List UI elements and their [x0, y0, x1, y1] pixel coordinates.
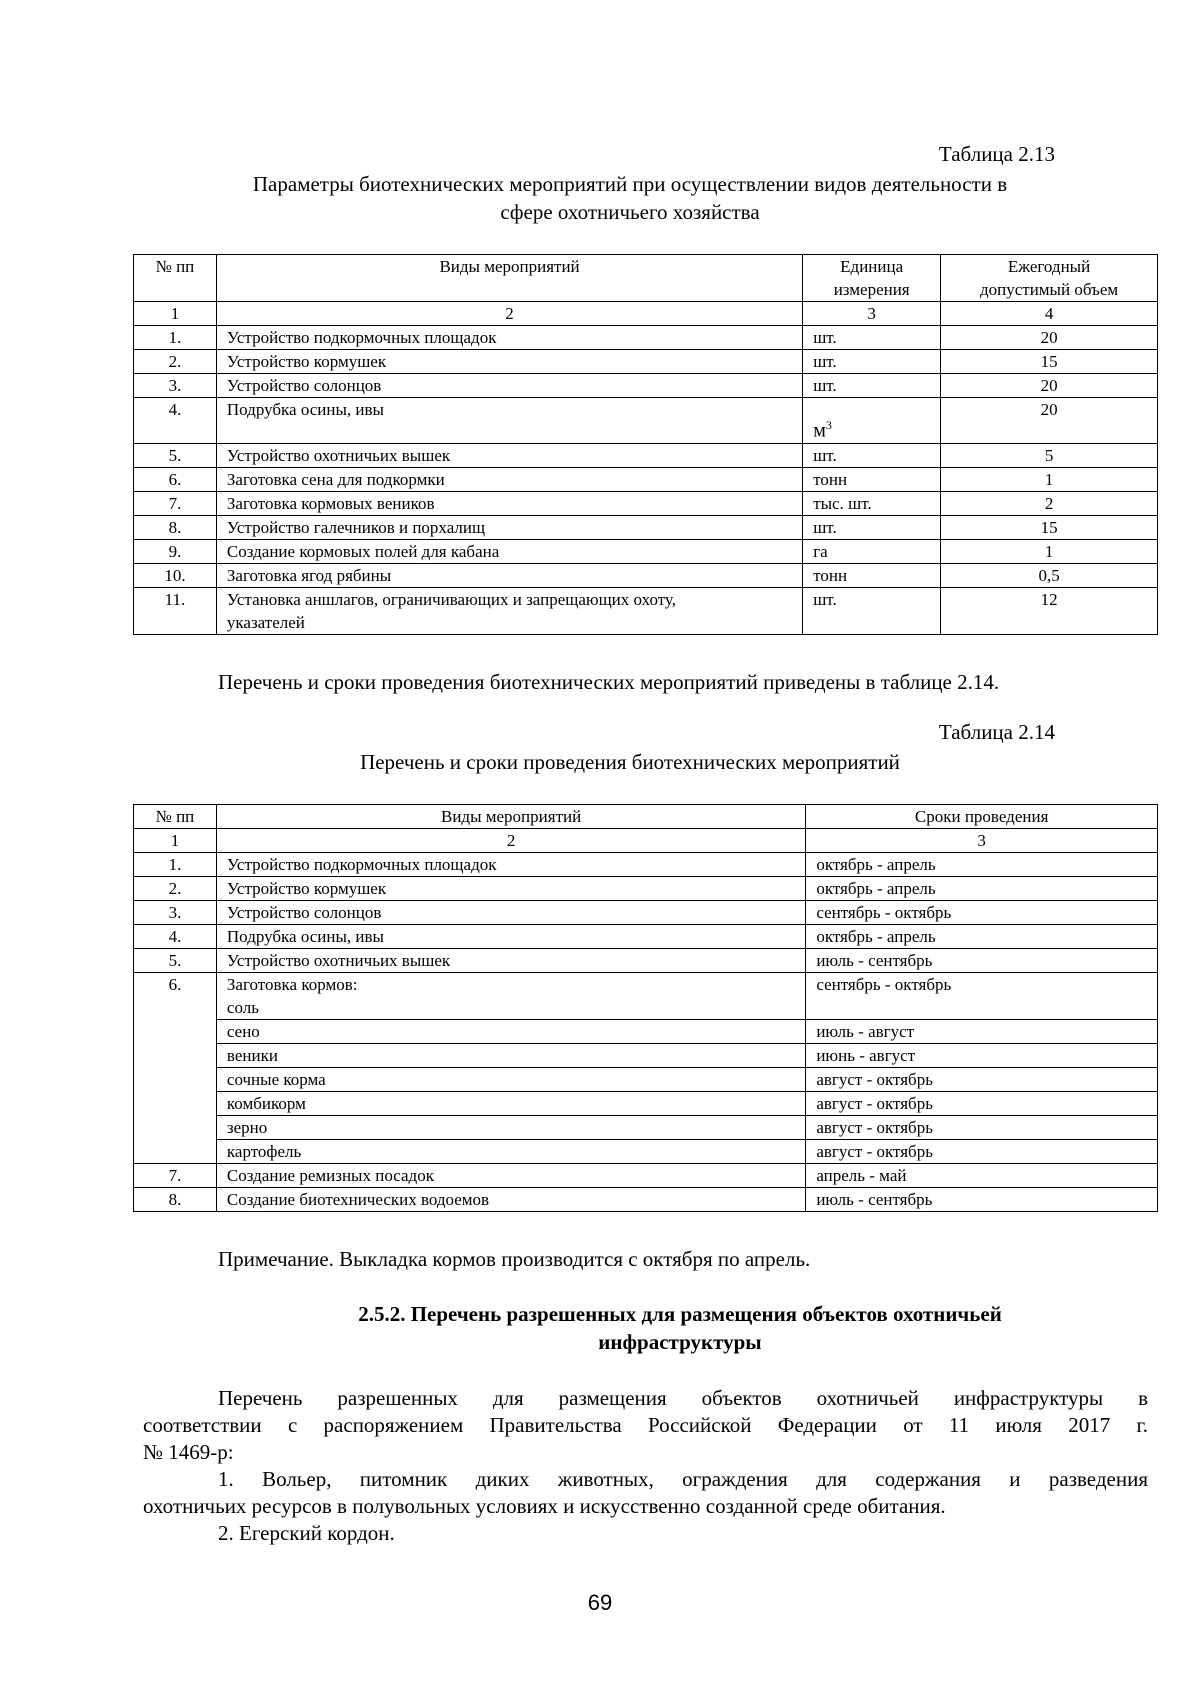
table-row [134, 374, 1158, 398]
row-activity: Устройство галечников и порхалищ [216, 516, 802, 540]
row-num: 5. [134, 949, 217, 973]
row-volume: 0,5 [941, 564, 1158, 588]
table-row [134, 877, 1158, 901]
table-row [134, 1140, 1158, 1164]
row-activity: Устройство кормушек [216, 350, 802, 374]
table-2-13-title [130, 170, 1130, 226]
table-2-14-title: Перечень и сроки проведения биотехнических мероприятий [360, 750, 900, 774]
page-number: 69 [587, 1590, 613, 1615]
index-cell: 3 [806, 829, 1158, 853]
feed-item: сено [216, 1020, 805, 1044]
row-num: 1. [134, 853, 217, 877]
table-row [134, 1116, 1158, 1140]
row-activity: Подрубка осины, ивы [216, 398, 802, 444]
row-activity: Создание биотехнических водоемов [216, 1188, 805, 1212]
row-num: 2. [134, 350, 217, 374]
row-num: 10. [134, 564, 217, 588]
row-volume: 20 [941, 326, 1158, 350]
feed-item: соль [216, 996, 805, 1020]
header-period: Сроки проведения [806, 805, 1158, 829]
table-row [134, 564, 1158, 588]
index-cell: 2 [216, 829, 805, 853]
intro-line: соответствии с распоряжением Правительства Российской Федерации от 11 июля 2017 г. [143, 1413, 1148, 1437]
feed-period: июнь - август [806, 1044, 1158, 1068]
row-period: октябрь - апрель [806, 877, 1158, 901]
row-activity: Устройство охотничьих вышек [216, 444, 802, 468]
index-row [134, 302, 1158, 326]
feed-period: август - октябрь [806, 1092, 1158, 1116]
table-2-14-caption: Таблица 2.14 [938, 720, 1055, 744]
feed-item: зерно [216, 1116, 805, 1140]
row-unit: тонн [803, 468, 941, 492]
row-activity: Заготовка сена для подкормки [216, 468, 802, 492]
header-volume-line: допустимый объем [979, 280, 1119, 299]
table-2-13-caption: Таблица 2.13 [938, 142, 1055, 166]
table-row [134, 516, 1158, 540]
table-row [134, 1092, 1158, 1116]
table-row [134, 1020, 1158, 1044]
row-num: 11. [134, 588, 217, 635]
row-period: июль - сентябрь [806, 949, 1158, 973]
item-line: 2. Егерский кордон. [218, 1521, 395, 1545]
row-activity: Подрубка осины, ивы [216, 925, 805, 949]
section-heading-line: 2.5.2. Перечень разрешенных для размещения объектов охотничьей [358, 1302, 1002, 1326]
row-activity: Создание ремизных посадок [216, 1164, 805, 1188]
row-volume: 2 [941, 492, 1158, 516]
row-volume: 15 [941, 350, 1158, 374]
row-period: октябрь - апрель [806, 853, 1158, 877]
table-row [134, 853, 1158, 877]
row-activity [216, 588, 802, 635]
table-row [134, 350, 1158, 374]
table-header-row [134, 805, 1158, 829]
text-between-tables: Перечень и сроки проведения биотехнических мероприятий приведены в таблице 2.14. [218, 670, 1000, 694]
row-period: сентябрь - октябрь [806, 901, 1158, 925]
feed-period-empty [806, 996, 1158, 1020]
table-row [134, 492, 1158, 516]
row-period: сентябрь - октябрь [806, 973, 1158, 997]
header-num: № пп [134, 805, 217, 829]
row-num: 8. [134, 1188, 217, 1212]
row-num: 1. [134, 326, 217, 350]
table-row [134, 326, 1158, 350]
row-volume: 1 [941, 468, 1158, 492]
table-row [134, 973, 1158, 997]
row-volume: 20 [941, 374, 1158, 398]
row-num: 4. [134, 398, 217, 444]
row-num: 6. [134, 973, 217, 1164]
table-2-13 [133, 254, 1158, 635]
index-cell: 1 [134, 829, 217, 853]
section-body [143, 1385, 1148, 1547]
row-volume: 20 [941, 398, 1158, 444]
table-2-14 [133, 804, 1158, 1212]
header-unit-line: измерения [833, 280, 910, 299]
header-num: № пп [134, 255, 217, 302]
feed-period: июль - август [806, 1020, 1158, 1044]
section-heading-line: инфраструктуры [598, 1330, 762, 1354]
feed-period: август - октябрь [806, 1116, 1158, 1140]
table-2-13-title-line: Параметры биотехнических мероприятий при осуществлении видов деятельности в [252, 172, 1008, 196]
row-activity-line: указателей [226, 613, 305, 632]
row-activity-line: Установка аншлагов, ограничивающих и запрещающих охоту, [226, 590, 676, 609]
row-unit: шт. [803, 326, 941, 350]
row-volume: 15 [941, 516, 1158, 540]
header-unit [803, 255, 941, 302]
row-volume: 1 [941, 540, 1158, 564]
row-num: 6. [134, 468, 217, 492]
row-activity: Устройство подкормочных площадок [216, 853, 805, 877]
table-row [134, 468, 1158, 492]
row-unit: шт. [803, 374, 941, 398]
header-volume [941, 255, 1158, 302]
table-row [134, 925, 1158, 949]
table-row [134, 1068, 1158, 1092]
row-num: 7. [134, 492, 217, 516]
row-activity: Устройство солонцов [216, 901, 805, 925]
row-unit: шт. [803, 350, 941, 374]
feed-item: сочные корма [216, 1068, 805, 1092]
row-unit: шт. [803, 516, 941, 540]
row-period: июль - сентябрь [806, 1188, 1158, 1212]
table-header-row [134, 255, 1158, 302]
header-unit-line: Единица [840, 257, 904, 276]
row-period: апрель - май [806, 1164, 1158, 1188]
unit-text: м [813, 420, 826, 442]
row-unit: га [803, 540, 941, 564]
intro-line: Перечень разрешенных для размещения объектов охотничьей инфраструктуры в [218, 1386, 1148, 1410]
header-volume-line: Ежегодный [1007, 257, 1091, 276]
row-num: 3. [134, 374, 217, 398]
table-row [134, 540, 1158, 564]
row-activity: Устройство охотничьих вышек [216, 949, 805, 973]
note: Примечание. Выкладка кормов производится с октября по апрель. [218, 1247, 811, 1271]
item-line: 1. Вольер, питомник диких животных, ограждения для содержания и разведения [218, 1467, 1148, 1491]
feed-period: август - октябрь [806, 1140, 1158, 1164]
row-unit: шт. [803, 444, 941, 468]
row-period: октябрь - апрель [806, 925, 1158, 949]
row-num: 5. [134, 444, 217, 468]
row-num: 9. [134, 540, 217, 564]
row-num: 3. [134, 901, 217, 925]
item-line: охотничьих ресурсов в полувольных условиях и искусственно созданной среде обитания. [143, 1494, 946, 1518]
row-activity: Устройство подкормочных площадок [216, 326, 802, 350]
table-2-13-title-line: сфере охотничьего хозяйства [500, 200, 760, 224]
row-num: 8. [134, 516, 217, 540]
feed-item: картофель [216, 1140, 805, 1164]
feed-item: комбикорм [216, 1092, 805, 1116]
table-row [134, 588, 1158, 635]
header-activity: Виды мероприятий [216, 805, 805, 829]
row-num: 7. [134, 1164, 217, 1188]
row-unit: тонн [803, 564, 941, 588]
table-row [134, 901, 1158, 925]
row-num: 2. [134, 877, 217, 901]
row-unit: шт. [803, 588, 941, 635]
table-row [134, 398, 1158, 444]
index-cell: 3 [803, 302, 941, 326]
row-unit: тыс. шт. [803, 492, 941, 516]
row-activity: Устройство солонцов [216, 374, 802, 398]
unit-superscript: 3 [825, 418, 832, 433]
row-activity: Устройство кормушек [216, 877, 805, 901]
row-volume: 12 [941, 588, 1158, 635]
row-activity: Заготовка ягод рябины [216, 564, 802, 588]
feed-item: веники [216, 1044, 805, 1068]
intro-line: № 1469-р: [143, 1440, 234, 1464]
table-row [134, 1188, 1158, 1212]
index-row [134, 829, 1158, 853]
table-row [134, 444, 1158, 468]
row-activity: Создание кормовых полей для кабана [216, 540, 802, 564]
header-activity: Виды мероприятий [216, 255, 802, 302]
row-num: 4. [134, 925, 217, 949]
row-activity: Заготовка кормовых веников [216, 492, 802, 516]
table-row [134, 996, 1158, 1020]
table-row [134, 1164, 1158, 1188]
row-volume: 5 [941, 444, 1158, 468]
index-cell: 2 [216, 302, 802, 326]
row-unit [803, 398, 941, 444]
row-activity: Заготовка кормов: [216, 973, 805, 997]
index-cell: 4 [941, 302, 1158, 326]
feed-period: август - октябрь [806, 1068, 1158, 1092]
section-heading [230, 1300, 1130, 1356]
index-cell: 1 [134, 302, 217, 326]
table-row [134, 949, 1158, 973]
table-row [134, 1044, 1158, 1068]
